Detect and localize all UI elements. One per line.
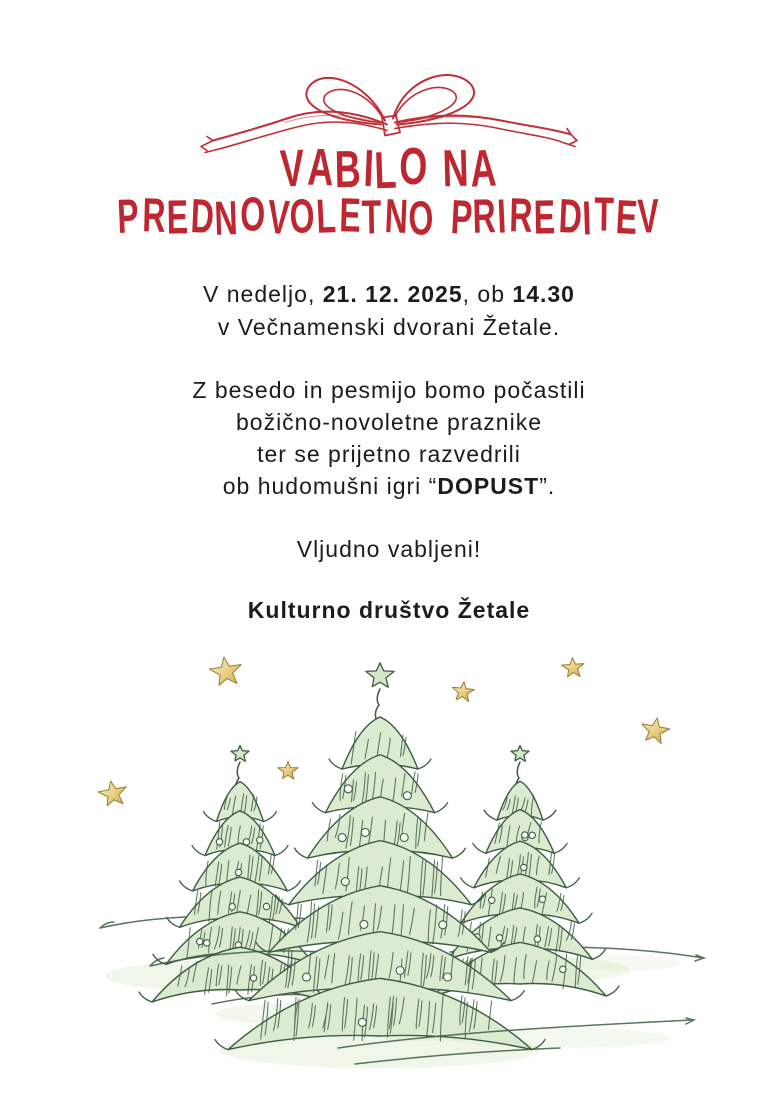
- title-letter: R: [471, 188, 497, 244]
- title-letter: R: [508, 187, 534, 243]
- title-letter: E: [614, 189, 639, 245]
- gold-star-icon: [278, 762, 298, 780]
- invitation-line: [0, 534, 778, 564]
- title-letter: L: [315, 188, 338, 244]
- description-line-1: Z besedo in pesmijo bomo počastili: [192, 377, 586, 403]
- title-letter: V: [637, 188, 661, 244]
- tree-top-star-icon: [511, 746, 529, 762]
- title-letter: E: [533, 189, 556, 245]
- text-segment: , ob: [462, 281, 513, 307]
- event-date-line: [0, 278, 778, 311]
- title-letter: O: [407, 190, 435, 246]
- description-line-3: ter se prijetno razvedrili: [257, 441, 521, 467]
- title-letter: O: [240, 186, 266, 242]
- title-letter: P: [449, 189, 474, 245]
- text-segment: 21. 12. 2025: [322, 281, 463, 307]
- text-segment: ”.: [539, 473, 556, 499]
- trees-stars-illustration: [0, 618, 778, 1088]
- gold-star-icon: [97, 779, 129, 808]
- title-letter: B: [334, 138, 362, 199]
- title-letter: I: [496, 188, 508, 244]
- description-line-4: [0, 470, 778, 502]
- title-letter: D: [189, 188, 216, 244]
- title-letter: O: [398, 135, 428, 196]
- gold-star-icon: [451, 681, 475, 702]
- title-letter: A: [306, 136, 335, 197]
- text-segment: ob hudomušni igri “: [222, 473, 438, 499]
- gold-star-icon: [639, 716, 671, 745]
- title-letter: P: [116, 188, 140, 244]
- title-letter: V: [278, 137, 306, 199]
- title-letter: R: [141, 187, 166, 243]
- title-line-2: [0, 186, 778, 246]
- text-segment: 14.30: [512, 281, 575, 307]
- event-description: [0, 374, 778, 502]
- text-segment: V nedeljo,: [203, 281, 323, 307]
- gold-star-icon: [561, 657, 584, 678]
- event-venue-line: v Večnamenski dvorani Žetale.: [217, 314, 561, 340]
- title-letter: T: [593, 186, 614, 242]
- title-letter: O: [289, 188, 316, 244]
- gold-star-icon: [208, 655, 244, 687]
- invitation-text: Vljudno vabljeni!: [296, 536, 482, 562]
- title-letter: I: [362, 137, 376, 198]
- title-letter: I: [581, 190, 592, 246]
- tree-top-star-icon: [366, 663, 394, 688]
- title-letter: T: [361, 189, 382, 245]
- text-segment: DOPUST: [437, 473, 540, 499]
- title-letter: N: [441, 137, 470, 198]
- title-letter: E: [165, 189, 189, 245]
- title-letter: L: [373, 139, 398, 200]
- organizer-text: Kulturno društvo Žetale: [247, 597, 531, 623]
- tree-top-star-icon: [231, 746, 249, 762]
- title-letter: A: [468, 137, 498, 199]
- title-letter: E: [338, 187, 362, 243]
- title-letter: V: [266, 189, 291, 245]
- title-letter: N: [383, 188, 409, 244]
- title-letter: N: [213, 190, 239, 246]
- description-line-2: božično-novoletne praznike: [235, 409, 542, 435]
- event-when-where: [0, 278, 778, 344]
- title-letter: D: [557, 188, 583, 244]
